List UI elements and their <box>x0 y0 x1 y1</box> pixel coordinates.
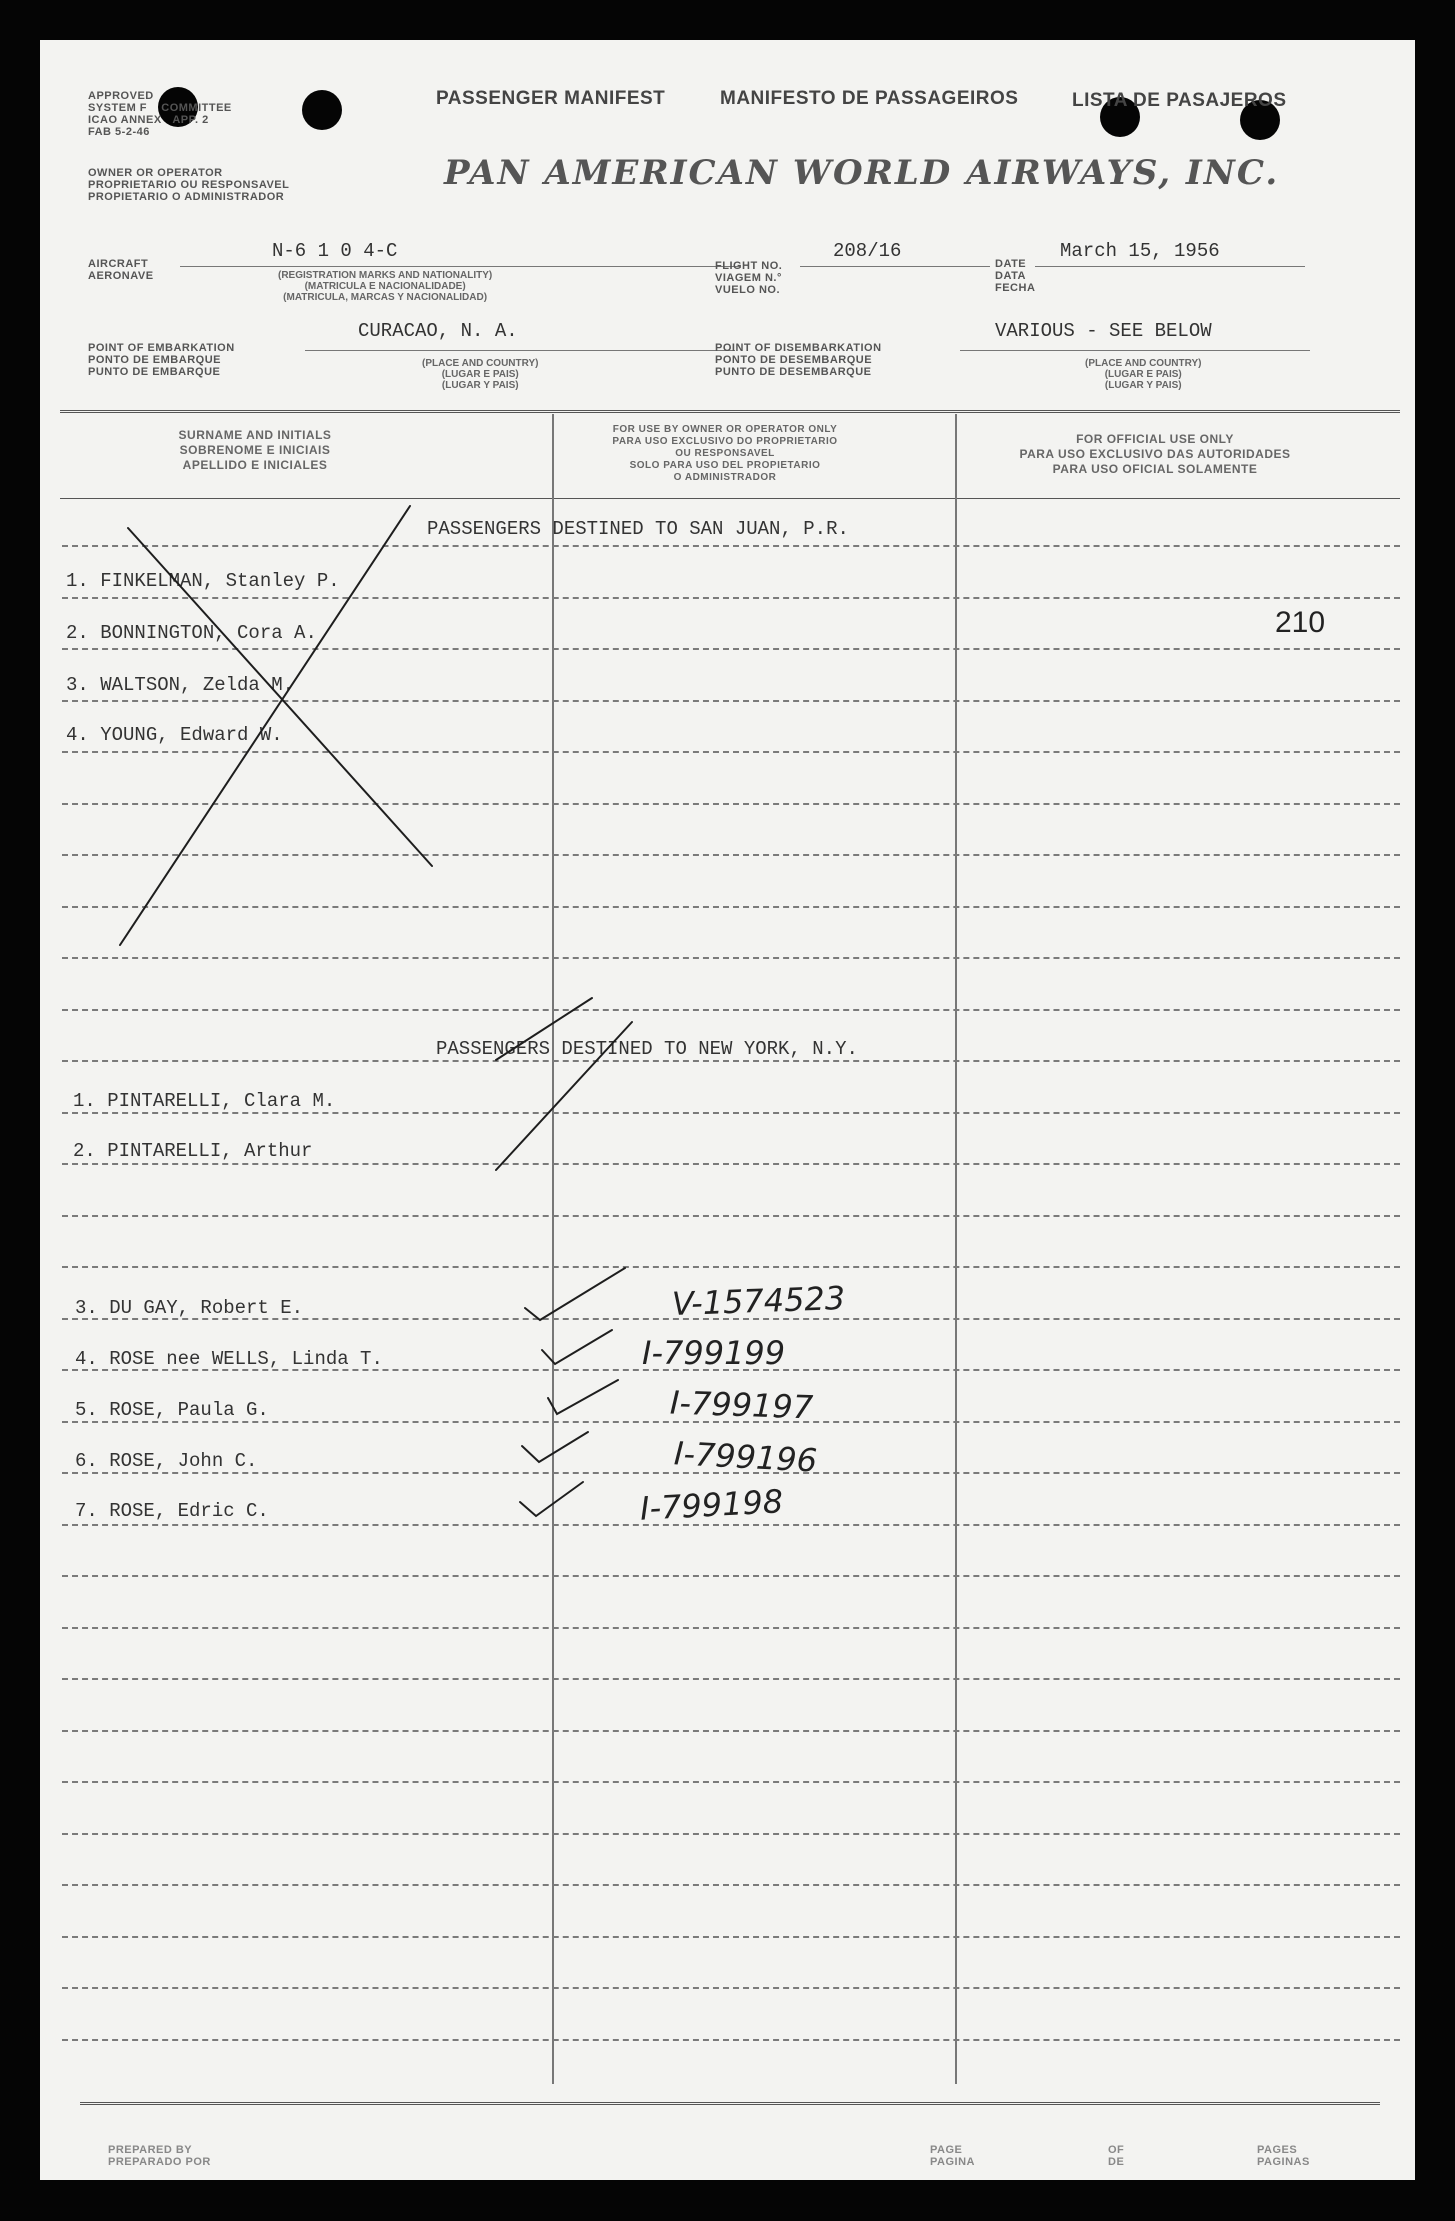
date-label: FECHA <box>995 282 1036 294</box>
embarkation-label: POINT OF EMBARKATION <box>88 342 235 354</box>
pages-label: PAGES <box>1257 2144 1298 2156</box>
disembarkation-sub-line: (LUGAR Y PAIS) <box>1104 380 1182 391</box>
page-labels <box>930 2144 975 2168</box>
visa-number: I-799198 <box>639 1482 785 1528</box>
pages-label: PAGINAS <box>1257 2156 1310 2168</box>
flight-label: VIAGEM N.° <box>715 272 782 284</box>
aircraft-label: AERONAVE <box>88 270 154 282</box>
title-spanish: LISTA DE PASAJEROS <box>1072 90 1287 111</box>
embarkation-sub-line: (PLACE AND COUNTRY) <box>422 358 539 369</box>
checkmark <box>522 1432 588 1462</box>
aircraft-label: AIRCRAFT <box>88 258 149 270</box>
embarkation-label: PUNTO DE EMBARQUE <box>88 366 221 378</box>
approval-line: APPROVED <box>88 90 154 102</box>
disembarkation-label: PONTO DE DESEMBARQUE <box>715 354 873 366</box>
passenger-row: 1. FINKELMAN, Stanley P. <box>66 570 340 592</box>
approval-line: ICAO ANNEX APP. 2 <box>88 114 209 126</box>
section-heading-new-york: PASSENGERS DESTINED TO NEW YORK, N.Y. <box>436 1038 858 1060</box>
owner-label: PROPRIETARIO OU RESPONSAVEL <box>88 179 290 191</box>
passenger-row: 3. WALTSON, Zelda M. <box>66 674 295 696</box>
aircraft-sub-line: (REGISTRATION MARKS AND NATIONALITY) <box>278 270 493 281</box>
of-label: DE <box>1108 2156 1125 2168</box>
passenger-row: 2. PINTARELLI, Arthur <box>73 1140 313 1162</box>
prepared-by-labels <box>108 2144 211 2168</box>
manifest-page <box>40 40 1415 2180</box>
aircraft-sub-line: (MATRICULA, MARCAS Y NACIONALIDAD) <box>283 292 488 303</box>
page-label: PAGINA <box>930 2156 975 2168</box>
section-heading-san-juan: PASSENGERS DESTINED TO SAN JUAN, P.R. <box>427 518 849 540</box>
pages-labels <box>1257 2144 1310 2168</box>
passenger-row: 6. ROSE, John C. <box>75 1450 258 1472</box>
disembarkation-sub-line: (LUGAR E PAIS) <box>1104 369 1182 380</box>
visa-number: V-1574523 <box>671 1278 846 1324</box>
checkmark <box>525 1268 625 1320</box>
disembarkation-label: PUNTO DE DESEMBARQUE <box>715 366 872 378</box>
passenger-row: 5. ROSE, Paula G. <box>75 1399 269 1421</box>
column-header-line: SURNAME AND INITIALS <box>178 428 332 442</box>
flight-label: VUELO NO. <box>715 284 781 296</box>
disembarkation-label: POINT OF DISEMBARKATION <box>715 342 882 354</box>
strike-through-mark <box>120 506 410 945</box>
column-header-line: FOR OFFICIAL USE ONLY <box>1076 432 1234 446</box>
embarkation-label: PONTO DE EMBARQUE <box>88 354 221 366</box>
disembarkation-value: VARIOUS - SEE BELOW <box>995 320 1212 342</box>
column-header-line: PARA USO EXCLUSIVO DO PROPRIETARIO <box>612 436 838 447</box>
flight-label: FLIGHT NO. <box>715 260 783 272</box>
date-label: DATA <box>995 270 1026 282</box>
visa-number: I-799196 <box>673 1434 819 1480</box>
column-header-line: PARA USO EXCLUSIVO DAS AUTORIDADES <box>1019 447 1291 461</box>
visa-number: I-799197 <box>669 1383 814 1427</box>
embarkation-sub-line: (LUGAR Y PAIS) <box>441 380 519 391</box>
of-labels <box>1108 2144 1124 2168</box>
official-note: 210 <box>1275 606 1326 639</box>
embarkation-sub-line: (LUGAR E PAIS) <box>441 369 519 380</box>
column-header-line: OU RESPONSAVEL <box>675 448 775 459</box>
passenger-row: 3. DU GAY, Robert E. <box>75 1297 304 1319</box>
passenger-row: 7. ROSE, Edric C. <box>75 1500 269 1522</box>
prepared-label: PREPARADO POR <box>108 2156 211 2168</box>
strike-through-mark <box>496 1022 632 1170</box>
checkmark <box>548 1380 618 1414</box>
approval-line: FAB 5-2-46 <box>88 126 150 138</box>
strike-through-mark <box>128 528 432 866</box>
strike-through-mark <box>496 998 592 1060</box>
flight-value: 208/16 <box>833 240 902 262</box>
checkmark <box>542 1330 612 1364</box>
approval-line: SYSTEM F COMMITTEE <box>88 102 232 114</box>
page-label: PAGE <box>930 2144 963 2156</box>
handwritten-marks <box>40 40 1415 2180</box>
passenger-row: 1. PINTARELLI, Clara M. <box>73 1090 336 1112</box>
date-label: DATE <box>995 258 1027 270</box>
airline-brand: PAN AMERICAN WORLD AIRWAYS, INC. <box>444 153 1280 193</box>
column-header-line: O ADMINISTRADOR <box>673 472 777 483</box>
passenger-row: 2. BONNINGTON, Cora A. <box>66 622 317 644</box>
owner-label: OWNER OR OPERATOR <box>88 167 223 179</box>
date-value: March 15, 1956 <box>1060 240 1220 262</box>
title-portuguese: MANIFESTO DE PASSAGEIROS <box>720 88 1019 109</box>
footer-rule <box>80 2102 1380 2105</box>
embarkation-value: CURACAO, N. A. <box>358 320 518 342</box>
passenger-row: 4. YOUNG, Edward W. <box>66 724 283 746</box>
column-header-line: FOR USE BY OWNER OR OPERATOR ONLY <box>612 424 838 435</box>
column-header-line: SOBRENOME E INICIAIS <box>179 443 331 457</box>
visa-number: I-799199 <box>642 1334 786 1372</box>
title-english: PASSENGER MANIFEST <box>436 88 666 109</box>
owner-label: PROPIETARIO O ADMINISTRADOR <box>88 191 285 203</box>
aircraft-sub-line: (MATRICULA E NACIONALIDADE) <box>304 281 466 292</box>
aircraft-value: N-6 1 0 4-C <box>272 240 398 262</box>
column-header-line: PARA USO OFICIAL SOLAMENTE <box>1052 462 1258 476</box>
passenger-row: 4. ROSE nee WELLS, Linda T. <box>75 1348 383 1370</box>
checkmark <box>520 1482 583 1516</box>
disembarkation-sub-line: (PLACE AND COUNTRY) <box>1085 358 1202 369</box>
prepared-label: PREPARED BY <box>108 2144 193 2156</box>
column-header-line: APELLIDO E INICIALES <box>182 458 328 472</box>
of-label: OF <box>1108 2144 1125 2156</box>
column-header-line: SOLO PARA USO DEL PROPIETARIO <box>629 460 821 471</box>
